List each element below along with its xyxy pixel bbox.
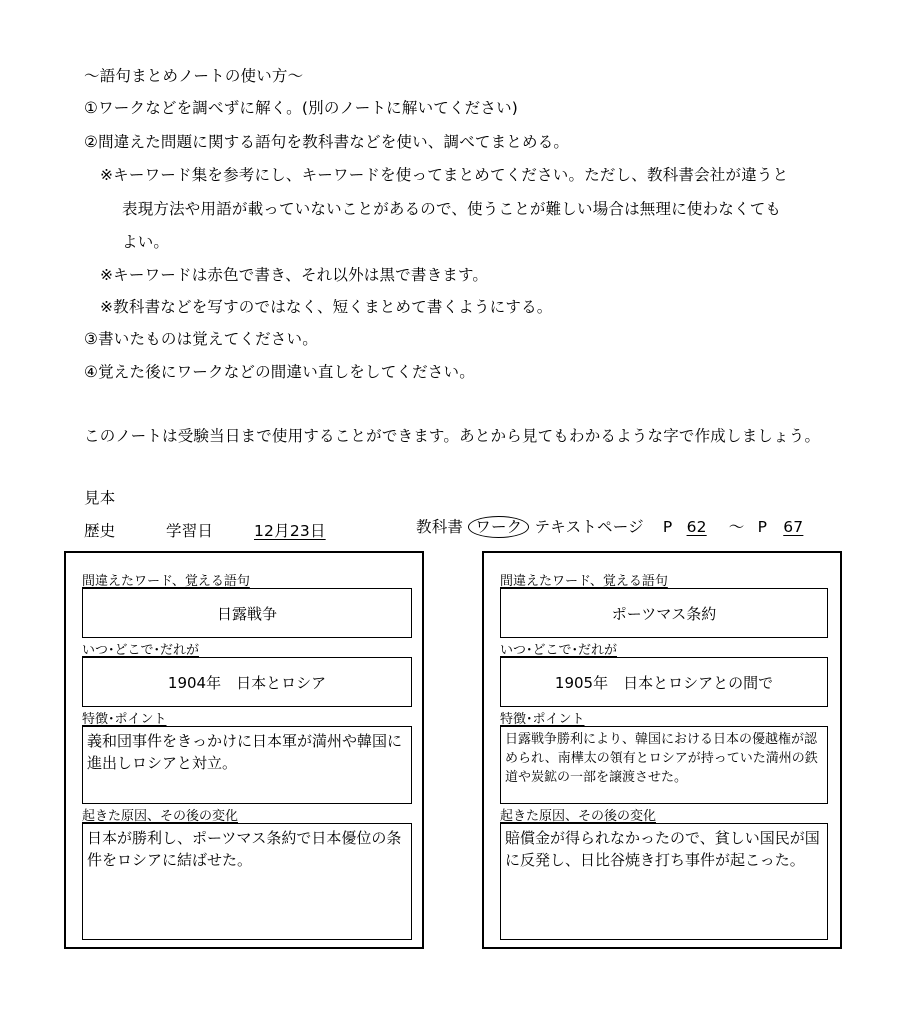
word-box: 日露戦争 [82, 588, 412, 638]
note-card-1 [64, 551, 424, 949]
page-from-label: P [662, 518, 673, 536]
instruction-step-3: ③書いたものは覚えてください。 [84, 330, 318, 348]
instructions-title: ～語句まとめノートの使い方～ [84, 67, 304, 85]
study-date-value: 12月23日 [254, 522, 326, 540]
word-box: ポーツマス条約 [500, 588, 828, 638]
word-label: 間違えたワード、覚える語句 [500, 574, 668, 589]
page-from-value: 62 [686, 518, 707, 536]
study-date-label: 学習日 [166, 522, 214, 540]
when-box: 1904年 日本とロシア [82, 657, 412, 707]
instruction-step-2: ②間違えた問題に関する語句を教科書などを使い、調べてまとめる。 [84, 133, 570, 151]
page-to-label: P [757, 518, 768, 536]
sample-label: 見本 [84, 489, 116, 507]
cause-box: 日本が勝利し、ポーツマス条約で日本優位の条件をロシアに結ばせた。 [82, 823, 412, 940]
when-label: いつ･どこで･だれが [82, 643, 200, 658]
instruction-step-4: ④覚えた後にワークなどの間違い直しをしてください。 [84, 363, 475, 381]
when-box: 1905年 日本とロシアとの間で [500, 657, 828, 707]
feature-box: 義和団事件をきっかけに日本軍が満州や韓国に進出しロシアと対立。 [82, 726, 412, 804]
cause-box: 賠償金が得られなかったので、貧しい国民が国に反発し、日比谷焼き打ち事件が起こった。 [500, 823, 828, 940]
note-card-2 [482, 551, 842, 949]
instruction-note-1-line-2: 表現方法や用語が載っていないことがあるので、使うことが難しい場合は無理に使わなくても [122, 200, 782, 218]
workbook-circled: ワーク [468, 516, 529, 538]
textbook-page-row [416, 515, 814, 538]
instruction-note-2: ※キーワードは赤色で書き、それ以外は黒で書きます。 [100, 266, 489, 284]
subject-label: 歴史 [84, 522, 116, 540]
instruction-note-1-line-3: よい。 [122, 233, 170, 251]
instruction-note-1-line-1: ※キーワード集を参考にし、キーワードを使ってまとめてください。ただし、教科書会社が違うと [100, 166, 789, 184]
when-label: いつ･どこで･だれが [500, 643, 618, 658]
instruction-step-1: ①ワークなどを調べずに解く。(別のノートに解いてください) [84, 99, 519, 117]
feature-box: 日露戦争勝利により、韓国における日本の優越権が認められ、南樺太の領有とロシアが持っていた満州の鉄道や炭鉱の一部を譲渡させた。 [500, 726, 828, 804]
closing-note: このノートは受験当日まで使用することができます。あとから見てもわかるような字で作成しましょう。 [84, 427, 821, 445]
word-label: 間違えたワード、覚える語句 [82, 574, 250, 589]
feature-label: 特徴･ポイント [500, 712, 585, 727]
textbook-label: 教科書 [416, 518, 464, 536]
cause-label: 起きた原因、その後の変化 [500, 809, 657, 824]
instruction-note-3: ※教科書などを写すのではなく、短くまとめて書くようにする。 [100, 298, 553, 316]
page-range-tilde: ～ [728, 518, 745, 536]
cause-label: 起きた原因、その後の変化 [82, 809, 239, 824]
text-page-label: テキストページ [534, 518, 644, 536]
page-to-value: 67 [783, 518, 804, 536]
feature-label: 特徴･ポイント [82, 712, 167, 727]
